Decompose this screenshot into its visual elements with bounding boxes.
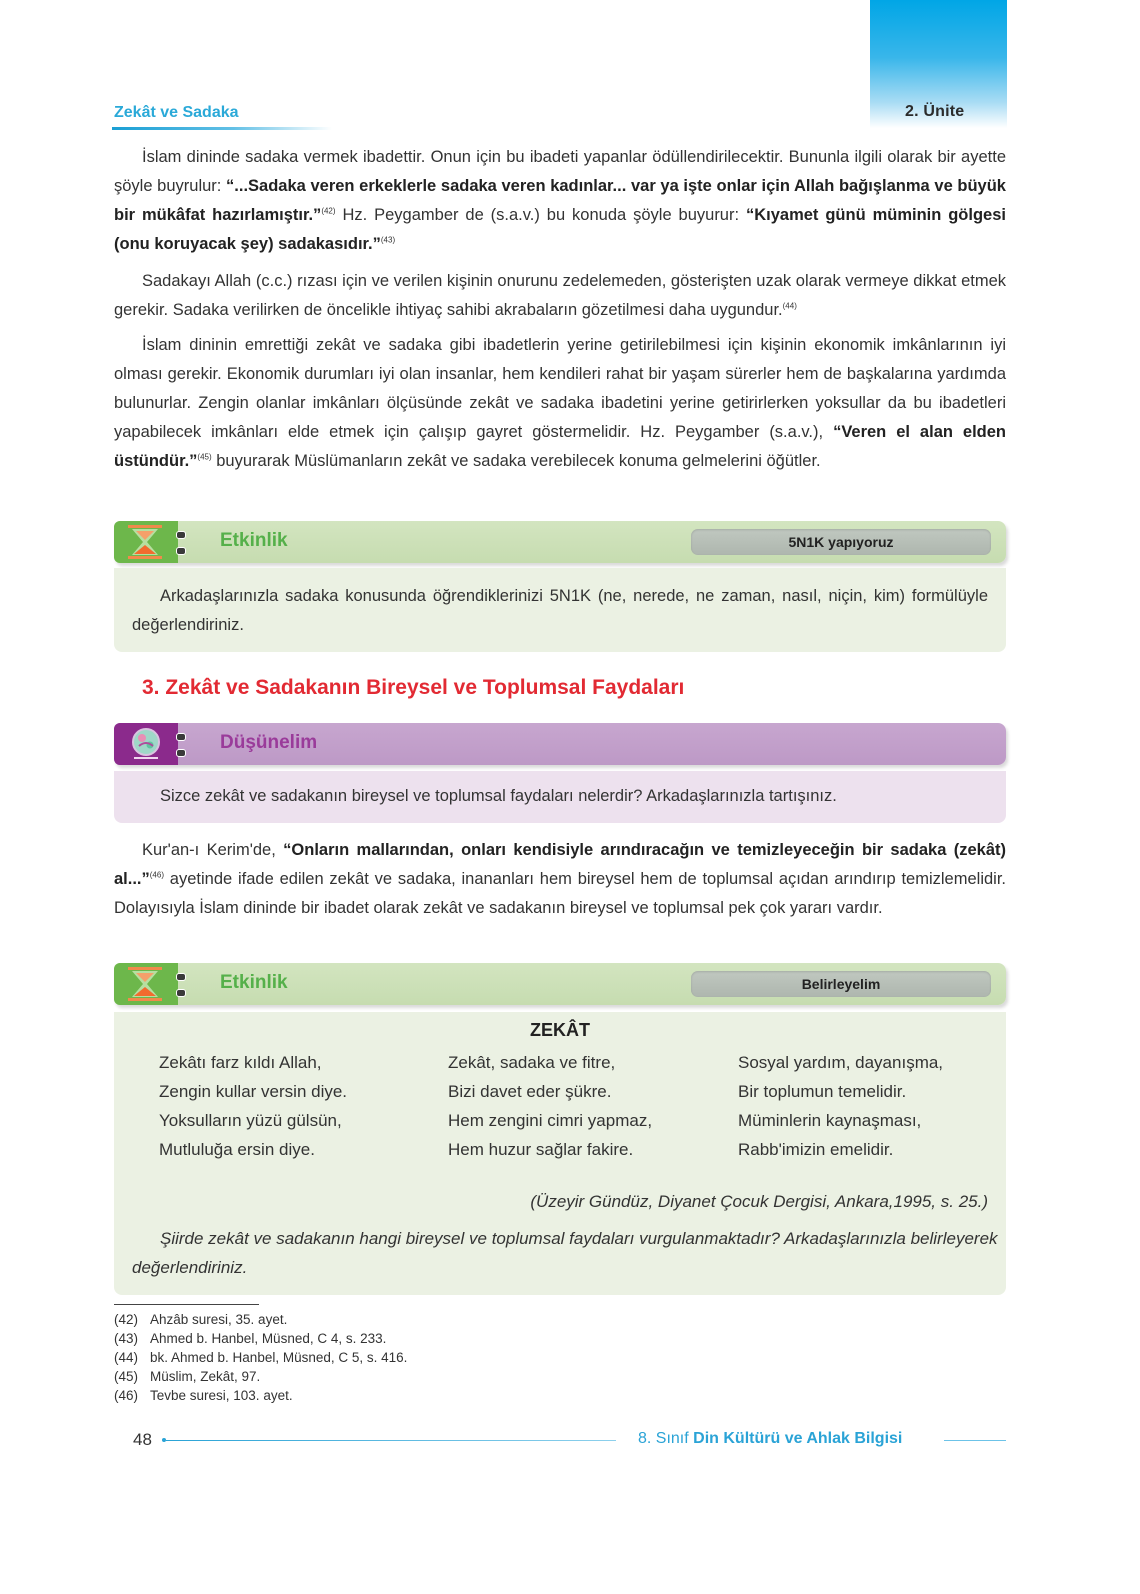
activity-title: Etkinlik bbox=[220, 972, 288, 993]
footnote-ref: (44) bbox=[782, 301, 797, 311]
think-header bbox=[114, 723, 1006, 765]
poem-line: Rabb'imizin emelidir. bbox=[738, 1140, 894, 1159]
poem-line: Müminlerin kaynaşması, bbox=[738, 1111, 922, 1130]
binder-ring bbox=[176, 973, 186, 981]
footnote: (43) Ahmed b. Hanbel, Müsned, C 4, s. 233. bbox=[114, 1331, 387, 1346]
page-number: 48 bbox=[133, 1430, 152, 1449]
quote: “Kıyamet günü müminin gölgesi (onu koruyacak şey) sadakasıdır.” bbox=[114, 206, 1006, 253]
poem-box bbox=[114, 1012, 1006, 1295]
poem-line: Zekât, sadaka ve fitre, bbox=[448, 1053, 616, 1072]
poem-citation: (Üzeyir Gündüz, Diyanet Çocuk Dergisi, Ankara,1995, s. 25.) bbox=[530, 1192, 988, 1211]
hourglass-icon bbox=[114, 521, 178, 563]
book-title: Din Kültürü ve Ahlak Bilgisi bbox=[693, 1430, 903, 1447]
activity-badge: Belirleyelim bbox=[691, 971, 991, 997]
poem-line: Mutluluğa ersin diye. bbox=[159, 1140, 315, 1159]
footnote-ref: (42) bbox=[321, 206, 336, 216]
binder-ring bbox=[176, 531, 186, 539]
paragraph-1 bbox=[114, 143, 1006, 259]
footnote-ref: (45) bbox=[197, 452, 212, 462]
footer-rule-left bbox=[166, 1440, 616, 1441]
footer-book-title bbox=[638, 1430, 902, 1448]
activity-box bbox=[114, 568, 1006, 652]
section-heading: 3. Zekât ve Sadakanın Bireysel ve Toplumsal Faydaları bbox=[142, 676, 685, 699]
poem-line: Hem zengini cimri yapmaz, bbox=[448, 1111, 653, 1130]
poem-line: Zengin kullar versin diye. bbox=[159, 1082, 348, 1101]
binder-ring bbox=[176, 547, 186, 555]
poem-title: ZEKÂT bbox=[530, 1020, 590, 1040]
think-box bbox=[114, 771, 1006, 823]
poem-line: Hem huzur sağlar fakire. bbox=[448, 1140, 634, 1159]
text: buyurarak Müslümanların zekât ve sadaka verebilecek konuma gelmelerini öğütler. bbox=[211, 452, 821, 470]
poem-column-2 bbox=[448, 1048, 652, 1164]
quote: “Onların mallarından, onları kendisiyle arındıracağın ve temizleyeceğin bir sadaka (zekât) al...” bbox=[114, 841, 1006, 888]
paragraph-2 bbox=[114, 267, 1006, 325]
quote: “...Sadaka veren erkeklerle sadaka veren kadınlar... var ya işte onlar için Allah bağışlanma ve büyük bir mükâfat hazırlamıştır.” bbox=[114, 177, 1006, 224]
text: İslam dininin emrettiği zekât ve sadaka gibi ibadetlerin yerine getirilebilmesi için kişinin ekonomik imkânlarının iyi olması gerekir. Ekonomik durumları iyi olan insanlar, hem kendileri rahat bir yaşam sürerler hem de başkalarına yardımda bulunurlar. Zengin olanlar imkânları ölçüsünde zekât ve sadaka ibadetini yerine getirirlerken yoksullar da bu ibadetleri yapabilecek imkânları elde etmek için çalışıp gayret göstermelidir. Hz. Peygamber (s.a.v.), bbox=[114, 336, 1006, 441]
poem-line: Bizi davet eder şükre. bbox=[448, 1082, 612, 1101]
activity-header-2 bbox=[114, 963, 1006, 1005]
quote: “Veren el alan elden üstündür.” bbox=[114, 423, 1007, 470]
activity-question: Şiirde zekât ve sadakanın hangi bireysel ve toplumsal faydaları vurgulanmaktadır? Arkadaşlarınızla belirleyerek değerlendiriniz. bbox=[132, 1229, 998, 1277]
poem-line: Bir toplumun temelidir. bbox=[738, 1082, 907, 1101]
footnote-ref: (46) bbox=[149, 870, 164, 880]
text: ayetinde ifade edilen zekât ve sadaka, inananları hem bireysel hem de toplumsal açıdan arındırıp temizlemelidir. Dolayısıyla İslam dininde bir ibadet olarak zekât ve sadakanın bireysel ve toplumsal pek çok yararı vardır. bbox=[114, 870, 1006, 917]
header-rule bbox=[112, 127, 332, 130]
footnote-rule bbox=[114, 1304, 259, 1305]
hourglass-icon bbox=[114, 963, 178, 1005]
footnote: (44) bk. Ahmed b. Hanbel, Müsned, C 5, s. 416. bbox=[114, 1350, 408, 1365]
footnotes bbox=[114, 1310, 407, 1405]
activity-text: Arkadaşlarınızla sadaka konusunda öğrendiklerinizi 5N1K (ne, nerede, ne zaman, nasıl, niçin, kim) formülüyle değerlendiriniz. bbox=[132, 587, 988, 634]
binder-ring bbox=[176, 749, 186, 757]
poem-line: Sosyal yardım, dayanışma, bbox=[738, 1053, 944, 1072]
unit-label: 2. Ünite bbox=[905, 103, 965, 120]
binder-ring bbox=[176, 733, 186, 741]
globe-thinking-icon bbox=[114, 723, 178, 765]
poem-column-3 bbox=[738, 1048, 943, 1164]
footnote-ref: (43) bbox=[380, 235, 396, 245]
text: İslam dininde sadaka vermek ibadettir. Onun için bu ibadeti yapanlar ödüllendirilecektir. Bununla ilgili olarak bir ayette şöyle buyrulur: bbox=[114, 148, 1006, 195]
paragraph-4 bbox=[114, 836, 1006, 923]
footnote: (45) Müslim, Zekât, 97. bbox=[114, 1369, 261, 1384]
think-title: Düşünelim bbox=[220, 732, 318, 753]
poem-line: Zekâtı farz kıldı Allah, bbox=[159, 1053, 322, 1072]
activity-title: Etkinlik bbox=[220, 530, 288, 551]
activity-badge: 5N1K yapıyoruz bbox=[691, 529, 991, 555]
poem-column-1 bbox=[159, 1048, 347, 1164]
chapter-title: Zekât ve Sadaka bbox=[114, 104, 239, 121]
binder-ring bbox=[176, 989, 186, 997]
grade-label: 8. Sınıf bbox=[638, 1430, 689, 1447]
poem-line: Yoksulların yüzü gülsün, bbox=[159, 1111, 342, 1130]
text: Sadakayı Allah (c.c.) rızası için ve verilen kişinin onurunu zedelemeden, gösterişten uzak olarak vermeye dikkat etmek gerekir. Sadaka verilirken de öncelikle ihtiyaç sahibi akrabaların gözetilmesi daha uygundur. bbox=[114, 272, 1006, 319]
footer-rule-right bbox=[944, 1440, 1006, 1441]
footnote: (42) Ahzâb suresi, 35. ayet. bbox=[114, 1312, 288, 1327]
text: Kur'an-ı Kerim'de, bbox=[142, 841, 284, 859]
paragraph-3 bbox=[114, 331, 1006, 476]
text: Hz. Peygamber de (s.a.v.) bu konuda şöyle buyurur: bbox=[335, 206, 746, 224]
footnote: (46) Tevbe suresi, 103. ayet. bbox=[114, 1388, 293, 1403]
think-text: Sizce zekât ve sadakanın bireysel ve toplumsal faydaları nelerdir? Arkadaşlarınızla tartışınız. bbox=[160, 787, 837, 805]
activity-header bbox=[114, 521, 1006, 563]
